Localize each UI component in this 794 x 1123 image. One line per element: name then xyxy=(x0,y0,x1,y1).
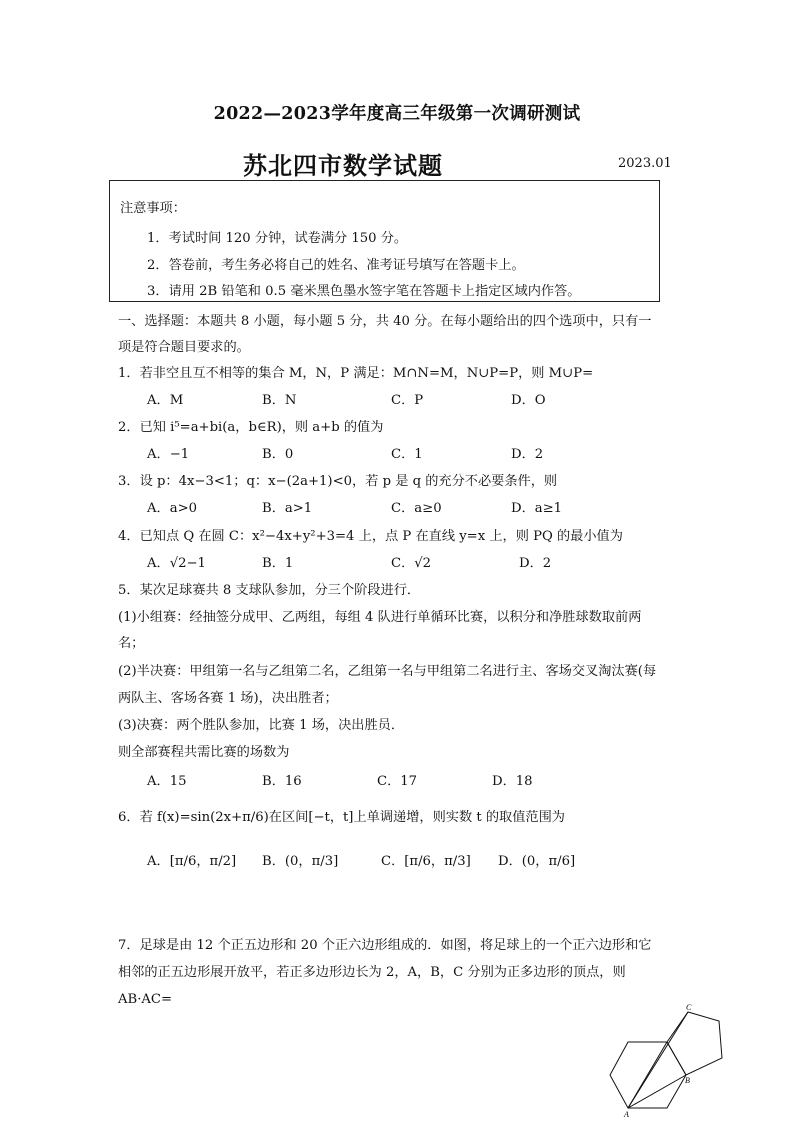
question-5-line: 则全部赛程共需比赛的场数为 xyxy=(118,745,290,760)
section-intro: 一、选择题：本题共 8 小题，每小题 5 分，共 40 分。在每小题给出的四个选项中，只有一 xyxy=(118,314,652,329)
label-c: C xyxy=(686,1003,692,1012)
notice-item: 1．考试时间 120 分钟，试卷满分 150 分。 xyxy=(147,231,408,246)
option-d: D．(0，π/6] xyxy=(498,854,576,869)
question-2-stem: 2．已知 i⁵=a+bi(a，b∈R)，则 a+b 的值为 xyxy=(118,420,384,435)
option-a: A．√2−1 xyxy=(147,556,206,571)
notice-item: 2．答卷前，考生务必将自己的姓名、准考证号填写在答题卡上。 xyxy=(147,258,525,273)
option-c: C．17 xyxy=(377,774,418,789)
option-b: B．0 xyxy=(262,447,294,462)
option-d: D．2 xyxy=(511,447,544,462)
question-5-line: (2)半决赛：甲组第一名与乙组第二名，乙组第一名与甲组第二名进行主、客场交叉淘汰赛(每 xyxy=(118,664,657,679)
option-a: A．15 xyxy=(147,774,187,789)
option-c: C．1 xyxy=(391,447,423,462)
option-d: D．a≥1 xyxy=(511,501,563,516)
option-b: B．(0，π/3] xyxy=(262,854,339,869)
option-c: C．√2 xyxy=(391,556,432,571)
option-d: D．2 xyxy=(519,556,552,571)
exam-date: 2023.01 xyxy=(618,156,672,171)
question-7-line: 相邻的正五边形展开放平，若正多边形边长为 2，A，B，C 分别为正多边形的顶点，则 xyxy=(118,965,626,980)
notice-heading: 注意事项： xyxy=(120,201,186,216)
question-1-stem: 1．若非空且互不相等的集合 M，N，P 满足：M∩N=M，N∪P=P，则 M∪P= xyxy=(118,366,594,381)
option-c: C．a≥0 xyxy=(391,501,442,516)
question-5-line: 名； xyxy=(118,636,145,651)
question-5-line: (3)决赛：两个胜队参加，比赛 1 场，决出胜员． xyxy=(118,718,405,733)
question-4-stem: 4．已知点 Q 在圆 C：x²−4x+y²+3=4 上，点 P 在直线 y=x 上，则 PQ 的最小值为 xyxy=(118,529,623,544)
polygon-figure xyxy=(600,1000,750,1120)
pentagon-shape xyxy=(667,1012,722,1075)
option-c: C．[π/6，π/3] xyxy=(381,854,471,869)
option-d: D．O xyxy=(511,393,546,408)
option-a: A．[π/6，π/2] xyxy=(147,854,237,869)
exam-title: 2022—2023学年度高三年级第一次调研测试 xyxy=(213,104,581,124)
question-5-line: (1)小组赛：经抽签分成甲、乙两组，每组 4 队进行单循环比赛，以积分和净胜球数取前两 xyxy=(118,610,642,625)
option-a: A．M xyxy=(147,393,184,408)
segment-a-hex xyxy=(628,1042,667,1108)
label-a: A xyxy=(624,1110,629,1119)
option-a: A．a>0 xyxy=(147,501,198,516)
question-5-line: 两队主、客场各赛 1 场)，决出胜者； xyxy=(118,691,338,706)
question-6-stem: 6．若 f(x)=sin(2x+π/6)在区间[−t，t]上单调递增，则实数 t 的取值范围为 xyxy=(118,810,565,825)
option-a: A．−1 xyxy=(147,447,190,462)
exam-subtitle: 苏北四市数学试题 xyxy=(243,151,443,180)
label-b: B xyxy=(685,1076,690,1085)
option-b: B．1 xyxy=(262,556,294,571)
question-3-stem: 3．设 p：4x−3<1；q：x−(2a+1)<0，若 p 是 q 的充分不必要条件，则 xyxy=(118,474,558,489)
option-b: B．a>1 xyxy=(262,501,313,516)
section-intro: 项是符合题目要求的。 xyxy=(118,340,250,355)
option-c: C．P xyxy=(391,393,424,408)
question-7-line: 7．足球是由 12 个正五边形和 20 个正六边形组成的．如图，将足球上的一个正六边形和它 xyxy=(118,938,652,953)
notice-item: 3．请用 2B 铅笔和 0.5 毫米黑色墨水签字笔在答题卡上指定区域内作答。 xyxy=(147,284,581,299)
option-b: B．N xyxy=(262,393,297,408)
option-d: D．18 xyxy=(492,774,533,789)
option-b: B．16 xyxy=(262,774,302,789)
question-5-stem: 5．某次足球赛共 8 支球队参加，分三个阶段进行． xyxy=(118,583,421,598)
segment-ab xyxy=(628,1075,686,1108)
question-7-line: AB·AC= xyxy=(118,992,173,1007)
